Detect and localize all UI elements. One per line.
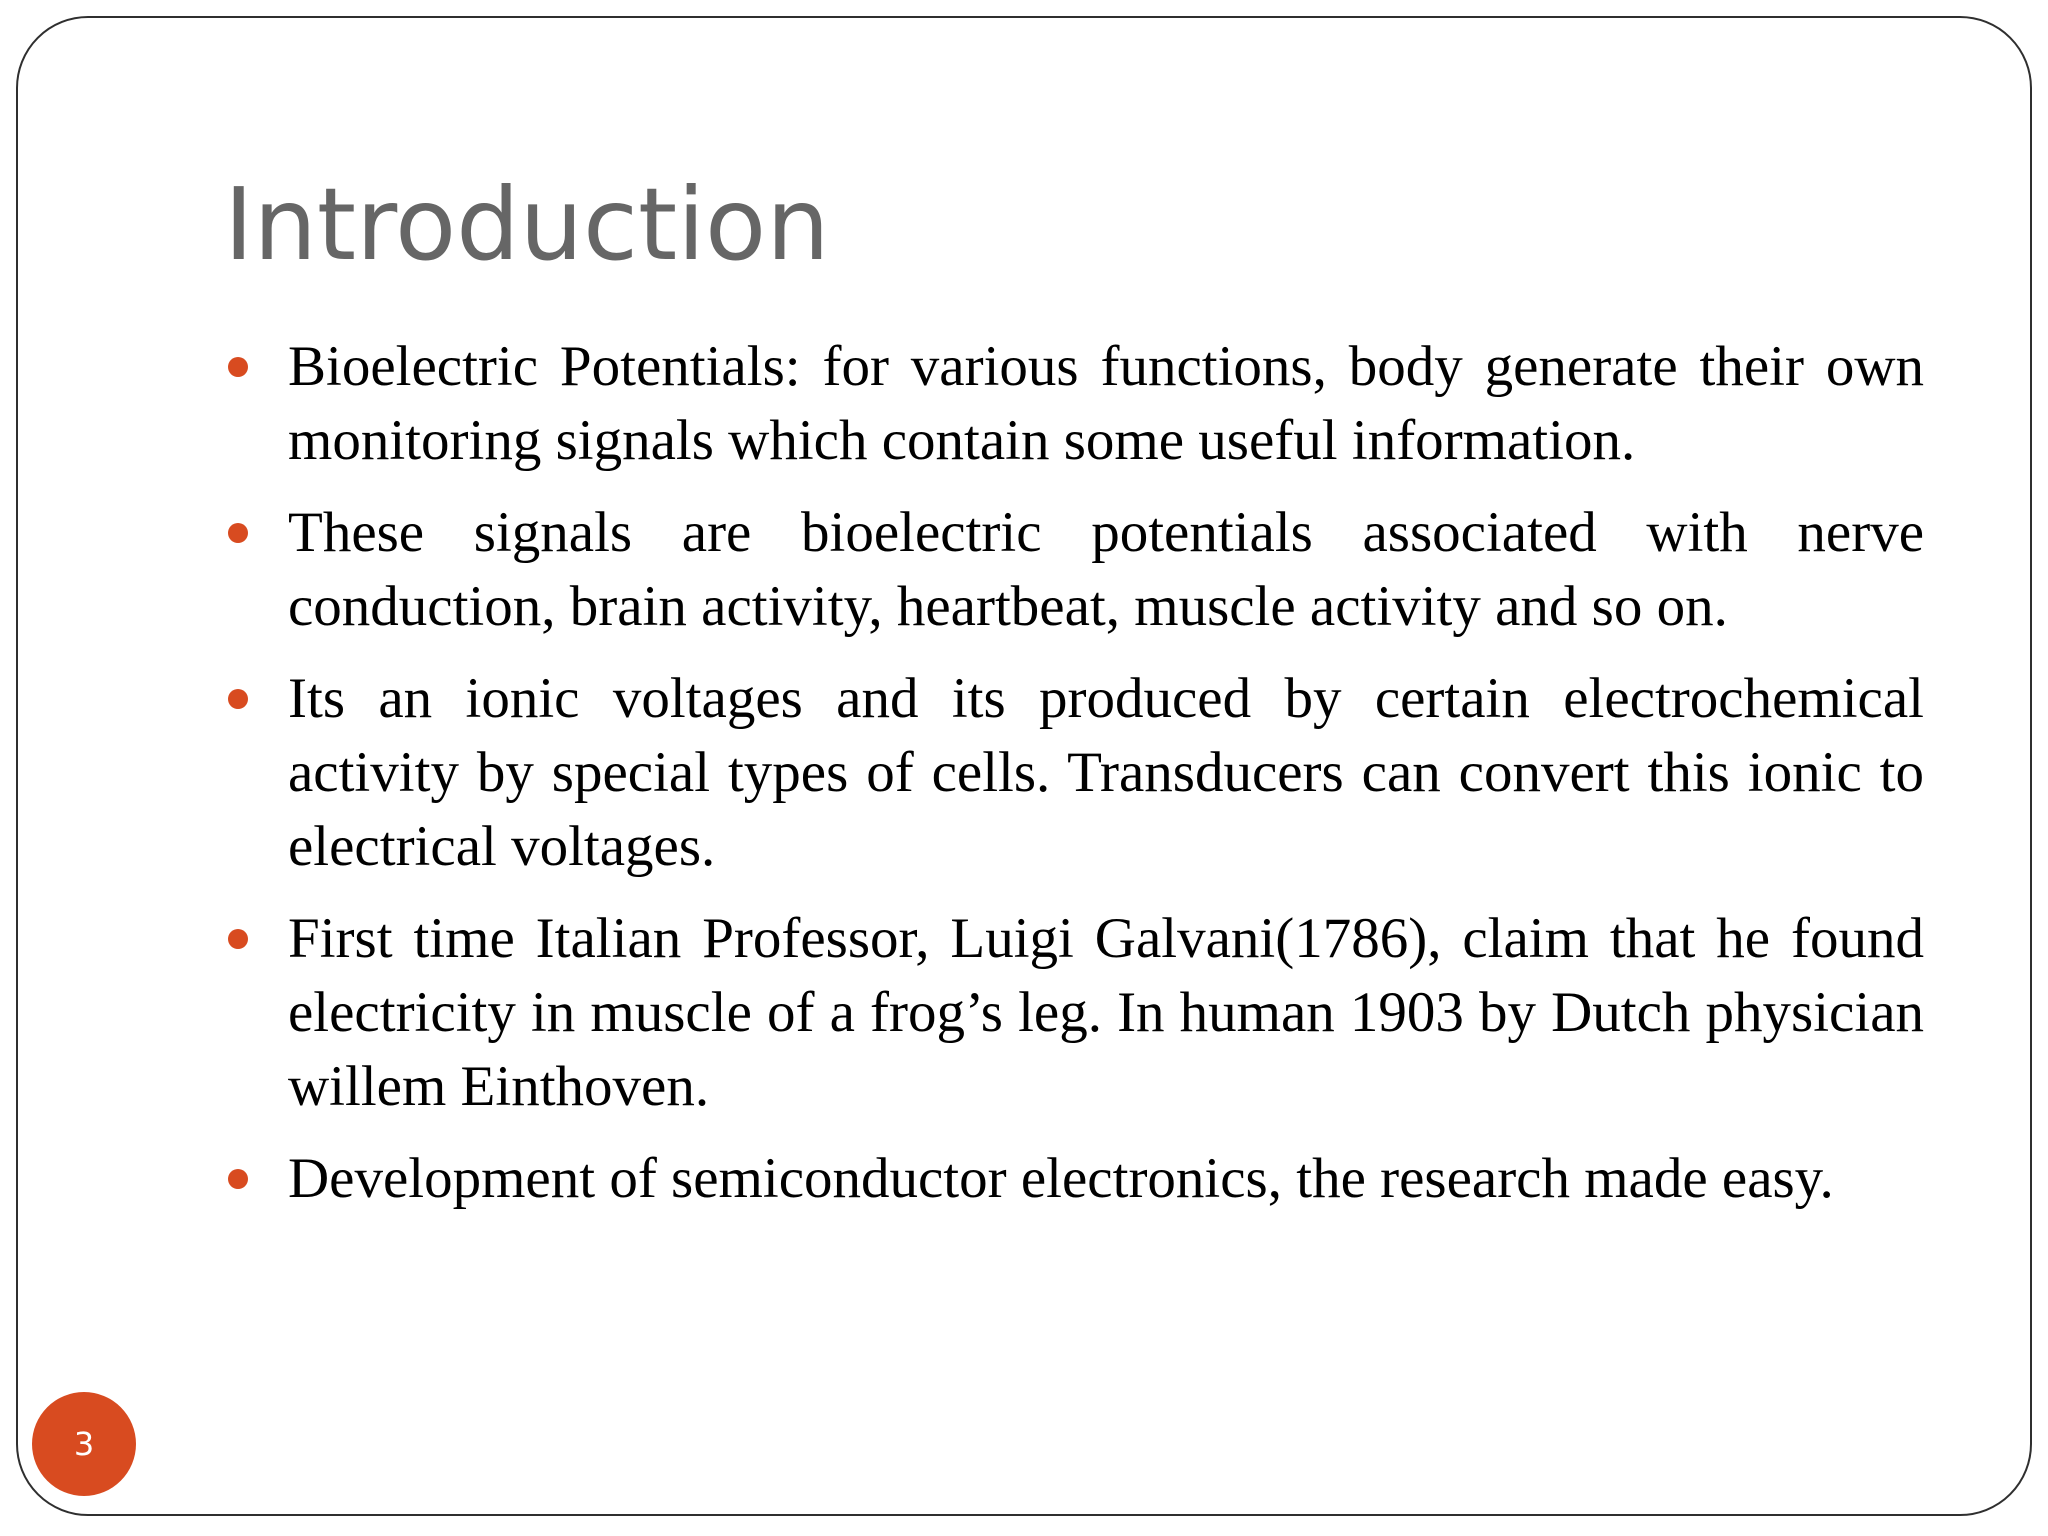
bullet-item — [228, 496, 1924, 644]
bullet-item — [228, 1142, 1924, 1216]
bullet-text: First time Italian Professor, Luigi Galvani(1786), claim that he found electricity in muscle of a frog’s leg. In human 1903 by Dutch physician willem Einthoven. — [288, 907, 1924, 1118]
bullet-text: Development of semiconductor electronics, the research made easy. — [288, 1147, 1834, 1210]
bullet-text: Its an ionic voltages and its produced by certain electrochemical activity by special types of cells. Transducers can convert this ionic to electrical voltages. — [288, 667, 1924, 878]
bullet-item — [228, 902, 1924, 1124]
slide-title: Introduction — [224, 166, 830, 283]
bullet-dot-icon — [228, 929, 248, 949]
bullet-text: These signals are bioelectric potentials associated with nerve conduction, brain activity, heartbeat, muscle activity and so on. — [288, 501, 1924, 638]
bullet-dot-icon — [228, 1169, 248, 1189]
bullet-text: Bioelectric Potentials: for various functions, body generate their own monitoring signals which contain some useful information. — [288, 335, 1924, 472]
bullet-dot-icon — [228, 523, 248, 543]
bullet-item — [228, 330, 1924, 478]
slide-number-badge — [32, 1392, 136, 1496]
slide-number: 3 — [73, 1425, 95, 1463]
bullet-list — [228, 330, 1924, 1234]
bullet-item — [228, 662, 1924, 884]
bullet-dot-icon — [228, 689, 248, 709]
bullet-dot-icon — [228, 357, 248, 377]
